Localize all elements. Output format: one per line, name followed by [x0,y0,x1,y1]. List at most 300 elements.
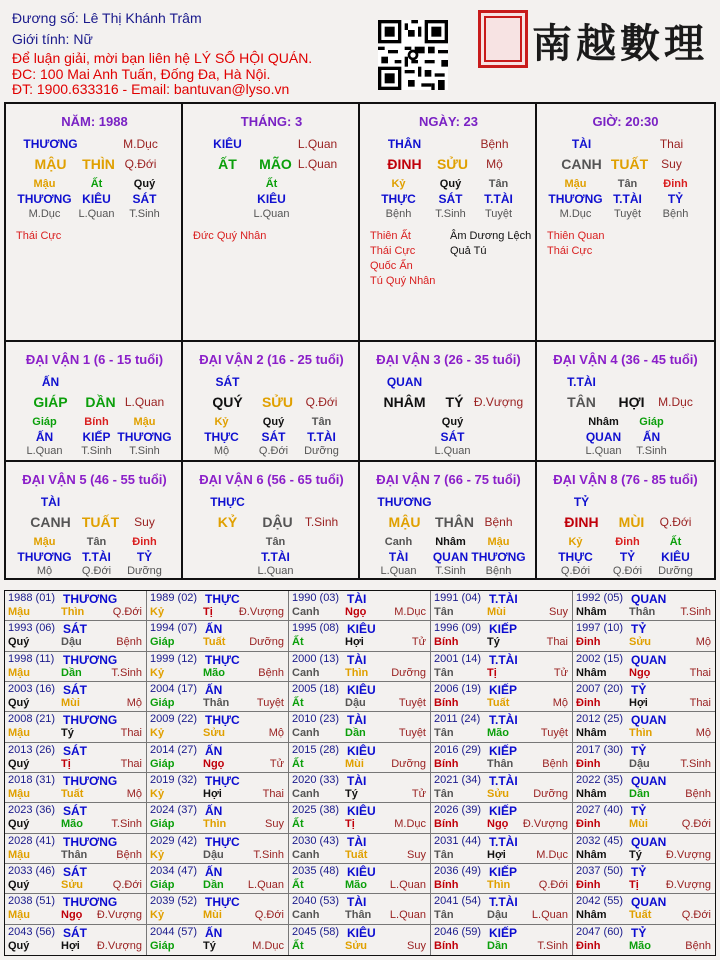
luck-stem: KỶ [217,514,238,530]
year-stage: T.Sinh [680,757,711,770]
year-label: 2013 (26) [8,743,56,756]
luck-stem: MẬU [388,514,421,530]
year-stem: Mậu [8,666,30,679]
pillar-title: GIỜ: 20:30 [592,114,659,129]
year-branch: Ngọ [629,666,651,679]
year-stem: Kỷ [150,909,165,922]
luck-pillar-title: ĐẠI VẬN 7 (66 - 75 tuổi) [376,472,521,487]
year-branch: Thân [487,757,514,770]
luck-hidden-stem: Mậu [133,416,156,428]
year-stage: Thai [262,788,284,800]
year-label: 2016 (29) [434,743,482,756]
hidden-ten-god: KIÊU [257,192,286,206]
year-cell [5,834,147,864]
year-stage: Bệnh [542,757,568,770]
luck-hidden-stage: L.Quan [585,445,622,457]
year-label: 2043 (56) [8,925,56,938]
year-branch: Sửu [61,879,84,891]
luck-pillar-title: ĐẠI VẬN 3 (26 - 35 tuổi) [376,352,521,367]
year-cell [573,894,715,924]
year-label: 1996 (09) [434,622,482,635]
hidden-stage: M.Dục [28,208,61,220]
year-label: 1994 (07) [150,622,198,635]
year-stage: Đ.Vượng [96,909,142,922]
year-stem: Tân [434,666,454,679]
heavenly-stem: ĐINH [387,156,422,172]
luck-stem: QUÝ [212,394,243,410]
year-label: 2003 (16) [8,683,56,695]
year-stem: Canh [292,788,320,800]
pillar-cell [183,104,360,342]
year-stem: Đinh [576,636,601,649]
year-stage: Dưỡng [391,666,426,679]
year-stem: Quý [8,636,30,649]
year-stem: Ất [292,879,304,891]
year-branch: Thìn [487,879,511,891]
year-stem: Bính [434,697,459,709]
luck-branch: DẬU [262,514,293,530]
year-ten-god: TÀI [347,713,367,728]
year-stage: Suy [265,818,284,831]
luck-stage: Q.Đới [305,395,338,409]
luck-hidden-stage: Q.Đới [258,445,289,457]
luck-stem: TÂN [567,394,596,410]
year-stem: Kỷ [150,606,165,618]
year-cell [5,864,147,894]
year-branch: Dần [629,788,650,800]
year-stage: Mộ [695,727,711,740]
hidden-stem: Quý [133,178,156,190]
year-cell [147,621,289,651]
year-ten-god: KIẾP [489,743,518,758]
luck-pillar-cell [183,342,360,462]
year-label: 2002 (15) [576,652,624,665]
year-label: 2017 (30) [576,743,624,756]
year-stem: Mậu [8,848,30,861]
year-branch: Thìn [61,606,85,618]
year-stem: Đinh [576,757,601,770]
luck-branch: TUẤT [81,514,120,530]
year-label: 2008 (21) [8,713,56,726]
luck-ten-god: TÀI [40,495,61,509]
year-label: 2026 (39) [434,804,482,817]
year-branch: Dậu [629,757,650,770]
year-ten-god: T.TÀI [489,895,518,910]
year-label: 2033 (46) [8,865,56,877]
four-pillars-chart [4,102,716,580]
luck-stem: NHÂM [383,394,426,410]
luck-ten-god: ẤN [41,375,60,389]
year-cell [5,652,147,682]
year-stage: Tử [411,636,426,649]
year-cell [431,894,573,924]
year-stem: Ất [292,697,304,709]
luck-hidden-stage: Q.Đới [612,565,643,577]
special-star: Tú Quý Nhân [370,275,436,287]
hidden-stage: M.Dục [559,208,592,220]
stem-ten-god: TÀI [571,137,592,151]
year-cell [431,591,573,621]
luck-branch: HỢI [618,394,645,410]
luck-hidden-stem: Đinh [132,536,157,548]
year-stage: T.Sinh [253,848,284,861]
year-label: 2034 (47) [150,865,198,877]
year-label: 2014 (27) [150,743,198,756]
year-stem: Canh [292,666,320,679]
luck-branch: THÂN [435,514,474,530]
year-label: 2020 (33) [292,774,340,786]
year-stage: Dưỡng [249,636,284,649]
year-branch: Thân [629,606,656,618]
hidden-ten-god: T.TÀI [613,192,642,206]
year-branch: Thân [345,909,372,922]
year-ten-god: TỶ [631,865,647,879]
year-stage: Dưỡng [533,788,568,800]
year-label: 1991 (04) [434,592,482,604]
year-stage: Suy [549,606,568,618]
qr-code-icon[interactable] [378,20,448,90]
hidden-stage: T.Sinh [435,208,466,220]
luck-stem: ĐINH [564,514,599,530]
stem-ten-god: KIÊU [213,137,242,151]
year-cell [289,743,431,773]
hidden-ten-god: T.TÀI [484,192,513,206]
year-ten-god: THỰC [205,774,240,788]
year-stage: Đ.Vượng [238,606,284,618]
luck-hidden-ten-god: KIÊU [661,550,690,564]
year-branch: Tý [61,727,74,740]
hidden-stem: Mậu [33,178,56,190]
special-star: Đức Quý Nhân [193,230,267,242]
year-branch: Thìn [203,818,227,831]
year-ten-god: TÀI [347,592,367,606]
luck-ten-god: THỰC [210,495,245,509]
year-stem: Canh [292,909,320,922]
year-label: 2022 (35) [576,774,624,786]
luck-hidden-stem: Ất [669,536,682,548]
year-label: 2047 (60) [576,925,624,938]
hidden-ten-god: THƯƠNG [17,192,72,206]
luck-hidden-stage: L.Quan [257,565,294,577]
luck-hidden-stage: Dưỡng [658,565,693,577]
year-branch: Dậu [61,636,82,649]
luck-hidden-stage: T.Sinh [636,445,667,457]
heavenly-stem: ẤT [218,156,237,172]
year-branch: Ngọ [487,818,509,831]
year-stem: Kỷ [150,788,165,800]
phone-email-line: ĐT: 1900.633316 - Email: bantuvan@lyso.vn [12,81,290,97]
year-label: 2031 (44) [434,834,482,847]
year-stem: Đinh [576,818,601,831]
special-star: Quả Tú [450,245,487,257]
special-star: Thiên Quan [547,230,605,242]
year-cell [431,834,573,864]
luck-hidden-stem: Quý [262,416,285,428]
year-ten-god: KIẾP [489,865,518,879]
year-stage: Bệnh [116,636,142,649]
year-branch: Mùi [203,909,222,922]
year-stem: Mậu [8,727,30,740]
year-label: 2044 (57) [150,925,198,938]
year-cell [5,803,147,833]
earthly-branch: TUẤT [610,156,649,172]
year-label: 2038 (51) [8,895,56,908]
hidden-stem: Ất [265,178,278,190]
year-stage: Q.Đới [112,606,142,618]
luck-hidden-stage: Mộ [213,445,230,457]
year-branch: Tuất [203,636,226,649]
branch-stage: Bệnh [480,137,509,151]
year-branch: Mùi [345,757,364,770]
year-ten-god: T.TÀI [489,592,518,606]
year-cell [573,652,715,682]
year-stage: Thai [689,666,711,679]
luck-hidden-ten-god: TỶ [136,550,153,564]
year-branch: Tuất [345,848,368,861]
year-branch: Hợi [345,636,364,649]
year-stage: Suy [407,848,426,861]
year-ten-god: THƯƠNG [63,774,118,788]
year-ten-god: KIẾP [489,622,518,637]
year-label: 2015 (28) [292,743,340,756]
year-ten-god: THỰC [205,834,240,849]
year-stem: Nhâm [576,909,607,922]
luck-pillar-cell [6,342,183,462]
year-ten-god: SÁT [63,743,87,758]
luck-pillar-cell [537,342,714,462]
year-stem: Quý [8,879,30,891]
year-stem: Tân [434,788,454,800]
luck-stage: M.Dục [658,395,693,409]
luck-hidden-ten-god: QUAN [585,430,622,444]
pillar-cell [537,104,714,342]
year-label: 2040 (53) [292,895,340,908]
year-ten-god: KIÊU [347,865,376,879]
year-ten-god: KIẾP [489,683,518,697]
year-branch: Tị [203,606,213,618]
year-label: 2041 (54) [434,895,482,908]
luck-hidden-stem: Tân [265,536,286,548]
year-label: 2028 (41) [8,834,56,847]
year-stage: M.Dục [252,939,284,952]
year-stem: Giáp [150,939,175,952]
luck-hidden-stage: Mộ [36,565,53,577]
year-stem: Mậu [8,606,30,618]
owner-name: Lê Thị Khánh Trâm [82,10,202,26]
year-ten-god: TỶ [631,622,647,637]
year-label: 2011 (24) [434,713,481,726]
year-cell [289,894,431,924]
year-label: 1997 (10) [576,622,624,635]
special-star: Thái Cực [16,230,62,242]
year-label: 1989 (02) [150,592,198,604]
year-ten-god: KIÊU [347,743,376,758]
address-line: ĐC: 100 Mai Anh Tuấn, Đống Đa, Hà Nội. [12,66,271,82]
year-cell [147,894,289,924]
year-branch: Thìn [345,666,369,679]
year-branch: Tị [487,666,497,679]
year-ten-god: KIÊU [347,925,376,940]
luck-stage: Đ.Vượng [473,395,524,409]
year-stem: Quý [8,818,30,831]
year-stem: Kỷ [150,666,165,679]
luck-pillar-cell [360,342,537,462]
year-ten-god: QUAN [631,713,667,728]
year-ten-god: TÀI [347,895,367,910]
year-stem: Nhâm [576,788,607,800]
year-cell [431,652,573,682]
year-ten-god: T.TÀI [489,713,518,728]
luck-pillar-title: ĐẠI VẬN 1 (6 - 15 tuổi) [25,352,164,367]
year-stage: Tuyệt [398,697,426,709]
year-branch: Mão [203,666,225,679]
year-stage: Tử [553,666,568,679]
year-ten-god: ẤN [205,925,223,940]
year-label: 2029 (42) [150,834,198,847]
year-branch: Tý [203,939,216,952]
luck-ten-god: T.TÀI [567,375,596,389]
year-branch: Mão [61,818,83,831]
year-branch: Dần [61,666,82,679]
year-ten-god: QUAN [631,774,667,788]
year-branch: Mùi [487,606,506,618]
luck-hidden-ten-god: SÁT [440,430,465,444]
year-cell [5,682,147,712]
year-stage: Q.Đới [681,909,711,922]
luck-hidden-stage: Q.Đới [560,565,591,577]
year-stage: Bệnh [685,939,711,952]
pillar-title: NĂM: 1988 [61,114,128,129]
hidden-ten-god: SÁT [132,192,157,206]
hidden-stem: Ất [90,178,103,190]
year-branch: Tị [629,879,639,891]
year-cell [289,652,431,682]
year-cell [5,925,147,955]
year-branch: Tuất [629,909,652,922]
year-cell [147,803,289,833]
year-ten-god: THƯƠNG [63,652,118,667]
contact-invite: Để luận giải, mời bạn liên hệ LÝ SỐ HỘI QUÁN. [12,50,313,66]
year-stage: Thai [546,636,568,649]
year-stage: Thai [120,727,142,740]
pillar-cell [360,104,537,342]
year-label: 2010 (23) [292,713,340,726]
luck-hidden-stem: Giáp [639,416,664,428]
luck-branch: DẦN [85,394,116,410]
luck-hidden-stem: Tân [311,416,332,428]
year-stem: Ất [292,636,304,649]
year-ten-god: TỶ [631,683,647,697]
year-stage: M.Dục [394,606,426,618]
year-branch: Sửu [203,727,226,740]
hidden-stem: Tân [617,178,638,190]
hidden-ten-god: THƯƠNG [548,192,603,206]
hidden-ten-god: THỰC [381,192,416,206]
branch-stage-2: L.Quan [297,157,338,171]
hidden-stage: T.Sinh [129,208,160,220]
year-ten-god: TỶ [631,804,647,819]
year-stem: Đinh [576,697,601,709]
year-branch: Dậu [203,848,224,861]
luck-hidden-stem: Mậu [33,536,56,548]
year-stage: Mộ [552,697,568,709]
year-cell [289,621,431,651]
year-branch: Hợi [61,939,80,952]
luck-ten-god: TỶ [573,495,590,509]
year-branch: Tị [61,757,71,770]
year-cell [147,652,289,682]
luck-hidden-stage: L.Quan [434,445,471,457]
special-star: Quốc Ấn [370,260,413,272]
pillar-title: THÁNG: 3 [240,114,303,129]
year-ten-god: THƯƠNG [63,895,118,910]
year-cell [5,743,147,773]
luck-hidden-stage: L.Quan [26,445,63,457]
branch-stage: L.Quan [297,137,338,151]
luck-stage: Q.Đới [659,515,692,529]
year-stage: Bệnh [685,788,711,800]
year-cell [147,773,289,803]
year-cell [431,864,573,894]
year-label: 1988 (01) [8,592,56,604]
luck-hidden-ten-god: THƯƠNG [17,550,72,564]
year-branch: Tý [345,788,358,800]
year-branch: Hợi [203,788,222,800]
hidden-stage: L.Quan [253,208,290,220]
hidden-stage: Bệnh [385,208,412,220]
hidden-stem: Mậu [564,178,587,190]
special-star: Thiên Ất [370,230,411,242]
year-stage: Đ.Vượng [665,879,711,891]
luck-hidden-ten-god: T.TÀI [82,550,111,564]
year-cell [289,591,431,621]
year-label: 2027 (40) [576,804,624,817]
year-label: 2004 (17) [150,683,198,695]
luck-hidden-ten-god: THỰC [558,550,593,564]
year-stem: Tân [434,606,454,618]
special-star: Âm Dương Lệch [450,230,532,242]
year-ten-god: QUAN [631,652,667,667]
year-stem: Tân [434,727,454,740]
year-cell [147,864,289,894]
year-cell [573,712,715,742]
luck-hidden-stem: Tân [86,536,107,548]
luck-hidden-ten-god: THƯƠNG [117,430,172,444]
year-label: 2037 (50) [576,865,624,877]
year-cell [289,803,431,833]
year-stem: Ất [292,757,304,770]
hidden-stem: Tân [488,178,509,190]
year-stem: Kỷ [150,727,165,740]
year-stage: Thai [689,697,711,709]
year-label: 2006 (19) [434,683,482,695]
year-label: 1999 (12) [150,652,198,665]
year-cell [573,591,715,621]
year-cell [431,773,573,803]
year-cell [5,591,147,621]
year-stem: Nhâm [576,848,607,861]
luck-ten-god: SÁT [215,375,240,389]
year-label: 2042 (55) [576,895,624,908]
year-label: 1990 (03) [292,592,340,604]
luck-hidden-ten-god: T.TÀI [261,550,290,564]
year-cell [147,834,289,864]
luck-pillar-title: ĐẠI VẬN 5 (46 - 55 tuổi) [22,472,167,487]
year-stage: L.Quan [389,879,426,891]
year-ten-god: SÁT [63,683,87,697]
hidden-stem: Đinh [663,178,688,190]
year-stage: Q.Đới [681,818,711,831]
